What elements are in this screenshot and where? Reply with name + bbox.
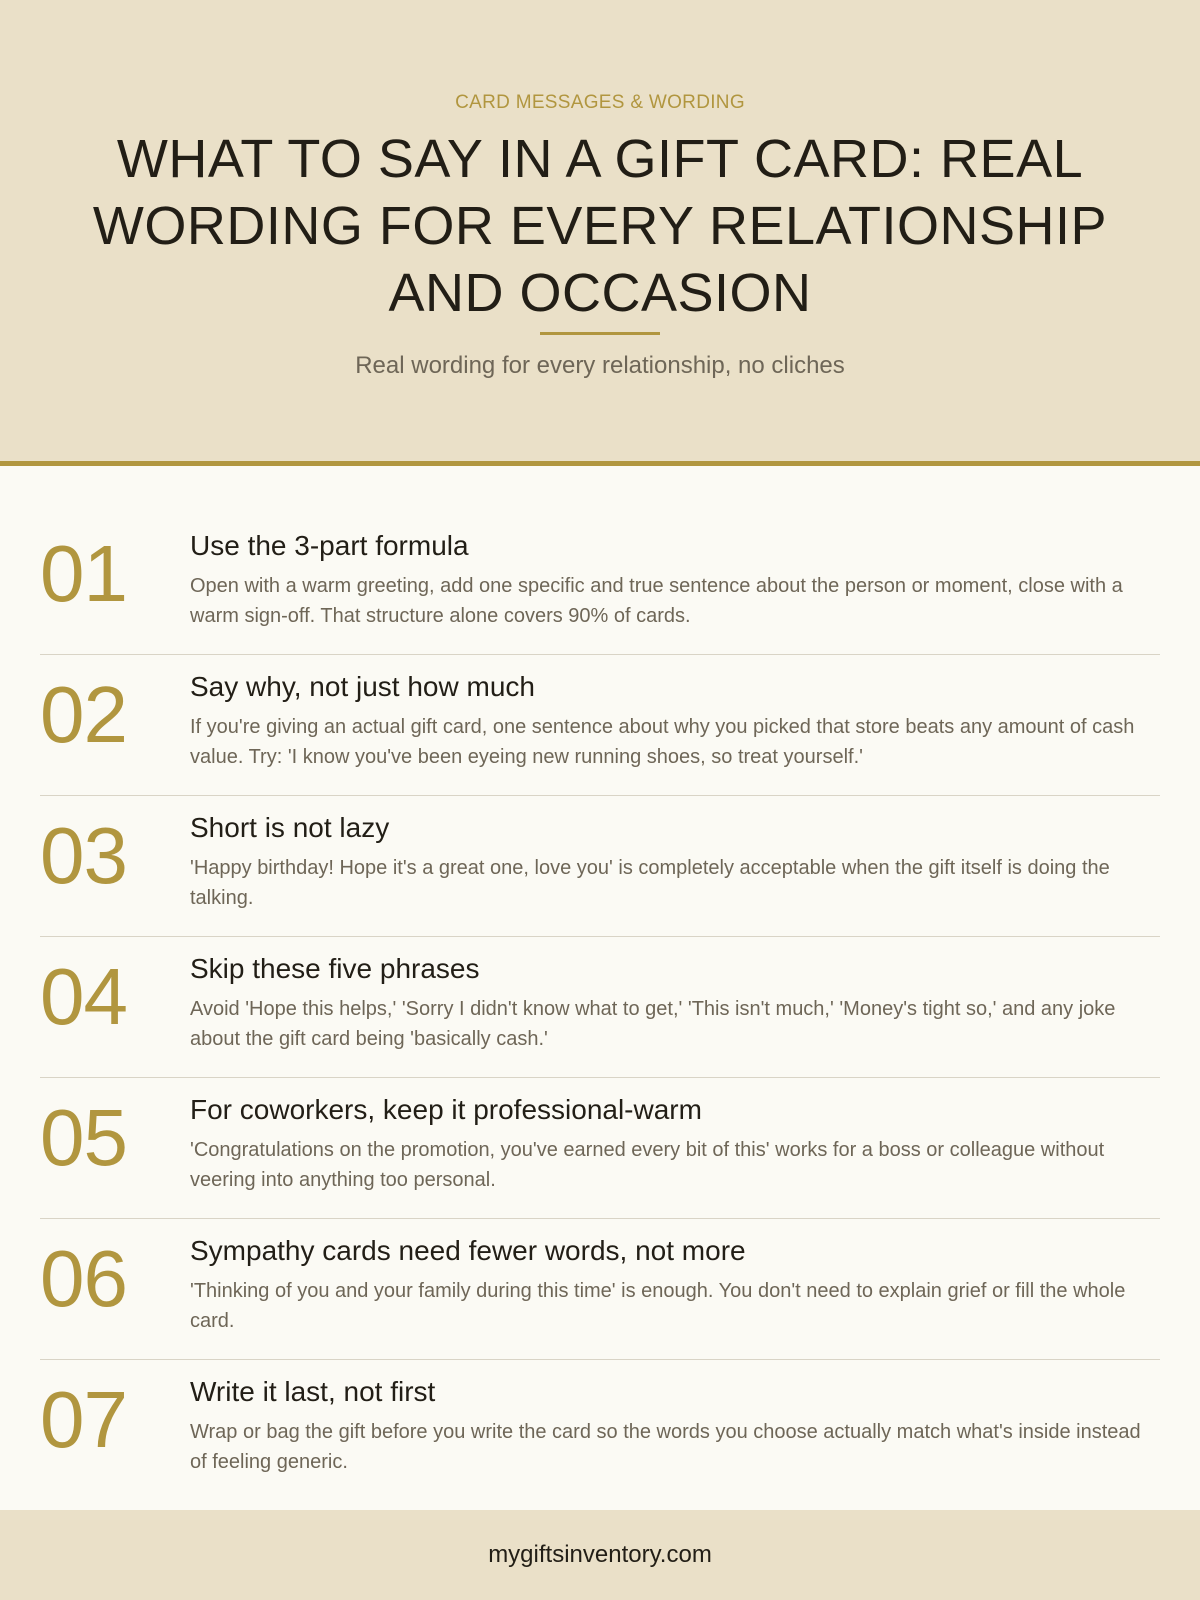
tip-number: 03 [40,811,127,900]
tip-number: 06 [40,1234,127,1323]
tip-item [40,1360,1160,1501]
tips-list [40,514,1160,1501]
title-divider [540,332,660,335]
tip-title: Skip these five phrases [190,953,480,984]
page-title: WHAT TO SAY IN A GIFT CARD: REAL WORDING FOR EVERY RELATIONSHIP AND OCCASION [92,129,1108,323]
tip-body: 'Thinking of you and your family during this time' is enough. You don't need to explain grief or fill the whole card. [190,1280,1126,1332]
tip-title: For coworkers, keep it professional-warm [190,1094,702,1125]
tip-item [40,937,1160,1078]
tip-body: If you're giving an actual gift card, one sentence about why you picked that store beats any amount of cash value. Try: 'I know you've been eyeing new running shoes, so treat yourself.' [190,716,1135,768]
header [0,0,1200,461]
footer [0,1510,1200,1600]
tip-title: Short is not lazy [190,812,390,843]
tip-title: Sympathy cards need fewer words, not more [190,1235,746,1266]
tip-item [40,1219,1160,1360]
tip-number: 04 [40,952,127,1041]
tip-number: 07 [40,1375,127,1464]
tip-item [40,655,1160,796]
tip-item [40,1078,1160,1219]
tip-body: Open with a warm greeting, add one specific and true sentence about the person or moment, close with a warm sign-off. That structure alone covers 90% of cards. [190,575,1123,627]
tip-body: 'Congratulations on the promotion, you've earned every bit of this' works for a boss or colleague without veering into anything too personal. [190,1139,1105,1191]
tip-title: Use the 3-part formula [190,530,469,561]
header-divider [0,461,1200,466]
tip-body: Wrap or bag the gift before you write the card so the words you choose actually match what's inside instead of feeling generic. [190,1421,1141,1473]
tip-body: 'Happy birthday! Hope it's a great one, love you' is completely acceptable when the gift itself is doing the talking. [190,857,1110,909]
tip-number: 05 [40,1093,127,1182]
tip-body: Avoid 'Hope this helps,' 'Sorry I didn't know what to get,' 'This isn't much,' 'Money's tight so,' and any joke about the gift card being 'basically cash.' [190,998,1116,1050]
tip-number: 01 [40,529,127,618]
footer-site-url: mygiftsinventory.com [488,1541,712,1568]
tip-title: Say why, not just how much [190,671,535,702]
tip-item [40,514,1160,655]
tip-title: Write it last, not first [190,1376,436,1407]
tip-item [40,796,1160,937]
category-label: CARD MESSAGES & WORDING [455,92,745,113]
page-subtitle: Real wording for every relationship, no cliches [355,352,845,379]
tip-number: 02 [40,670,127,759]
